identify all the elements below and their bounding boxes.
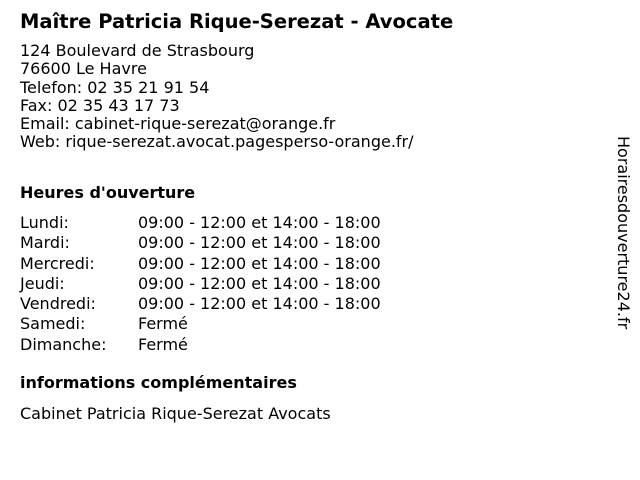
hours-day: Lundi: xyxy=(20,213,69,232)
hours-time: 09:00 - 12:00 et 14:00 - 18:00 xyxy=(138,253,381,273)
phone-number: Telefon: 02 35 21 91 54 xyxy=(20,77,210,97)
hours-time: Fermé xyxy=(138,334,188,354)
hours-heading: Heures d'ouverture xyxy=(20,183,196,202)
info-heading: informations complémentaires xyxy=(20,373,297,392)
contact-block xyxy=(20,42,414,152)
city: 76600 Le Havre xyxy=(20,59,147,79)
hours-day: Vendredi: xyxy=(20,294,96,314)
hours-day: Dimanche: xyxy=(20,334,107,354)
hours-day: Mardi: xyxy=(20,233,70,253)
website: Web: rique-serezat.avocat.pagesperso-orange.fr/ xyxy=(20,132,414,152)
email-address: Email: cabinet-rique-serezat@orange.fr xyxy=(20,114,336,134)
hours-time: 09:00 - 12:00 et 14:00 - 18:00 xyxy=(138,213,381,232)
fax-number: Fax: 02 35 43 17 73 xyxy=(20,95,180,115)
hours-day: Jeudi: xyxy=(20,273,65,293)
hours-day: Mercredi: xyxy=(20,253,95,273)
hours-day: Samedi: xyxy=(20,314,86,334)
info-text: Cabinet Patricia Rique-Serezat Avocats xyxy=(20,404,331,423)
hours-time: Fermé xyxy=(138,314,188,334)
side-brand: Horairesdouverture24.fr xyxy=(614,136,633,330)
street-address: 124 Boulevard de Strasbourg xyxy=(20,41,255,60)
page-title: Maître Patricia Rique-Serezat - Avocate xyxy=(20,10,454,33)
hours-time: 09:00 - 12:00 et 14:00 - 18:00 xyxy=(138,294,381,314)
hours-time: 09:00 - 12:00 et 14:00 - 18:00 xyxy=(138,233,381,253)
hours-time: 09:00 - 12:00 et 14:00 - 18:00 xyxy=(138,273,381,293)
